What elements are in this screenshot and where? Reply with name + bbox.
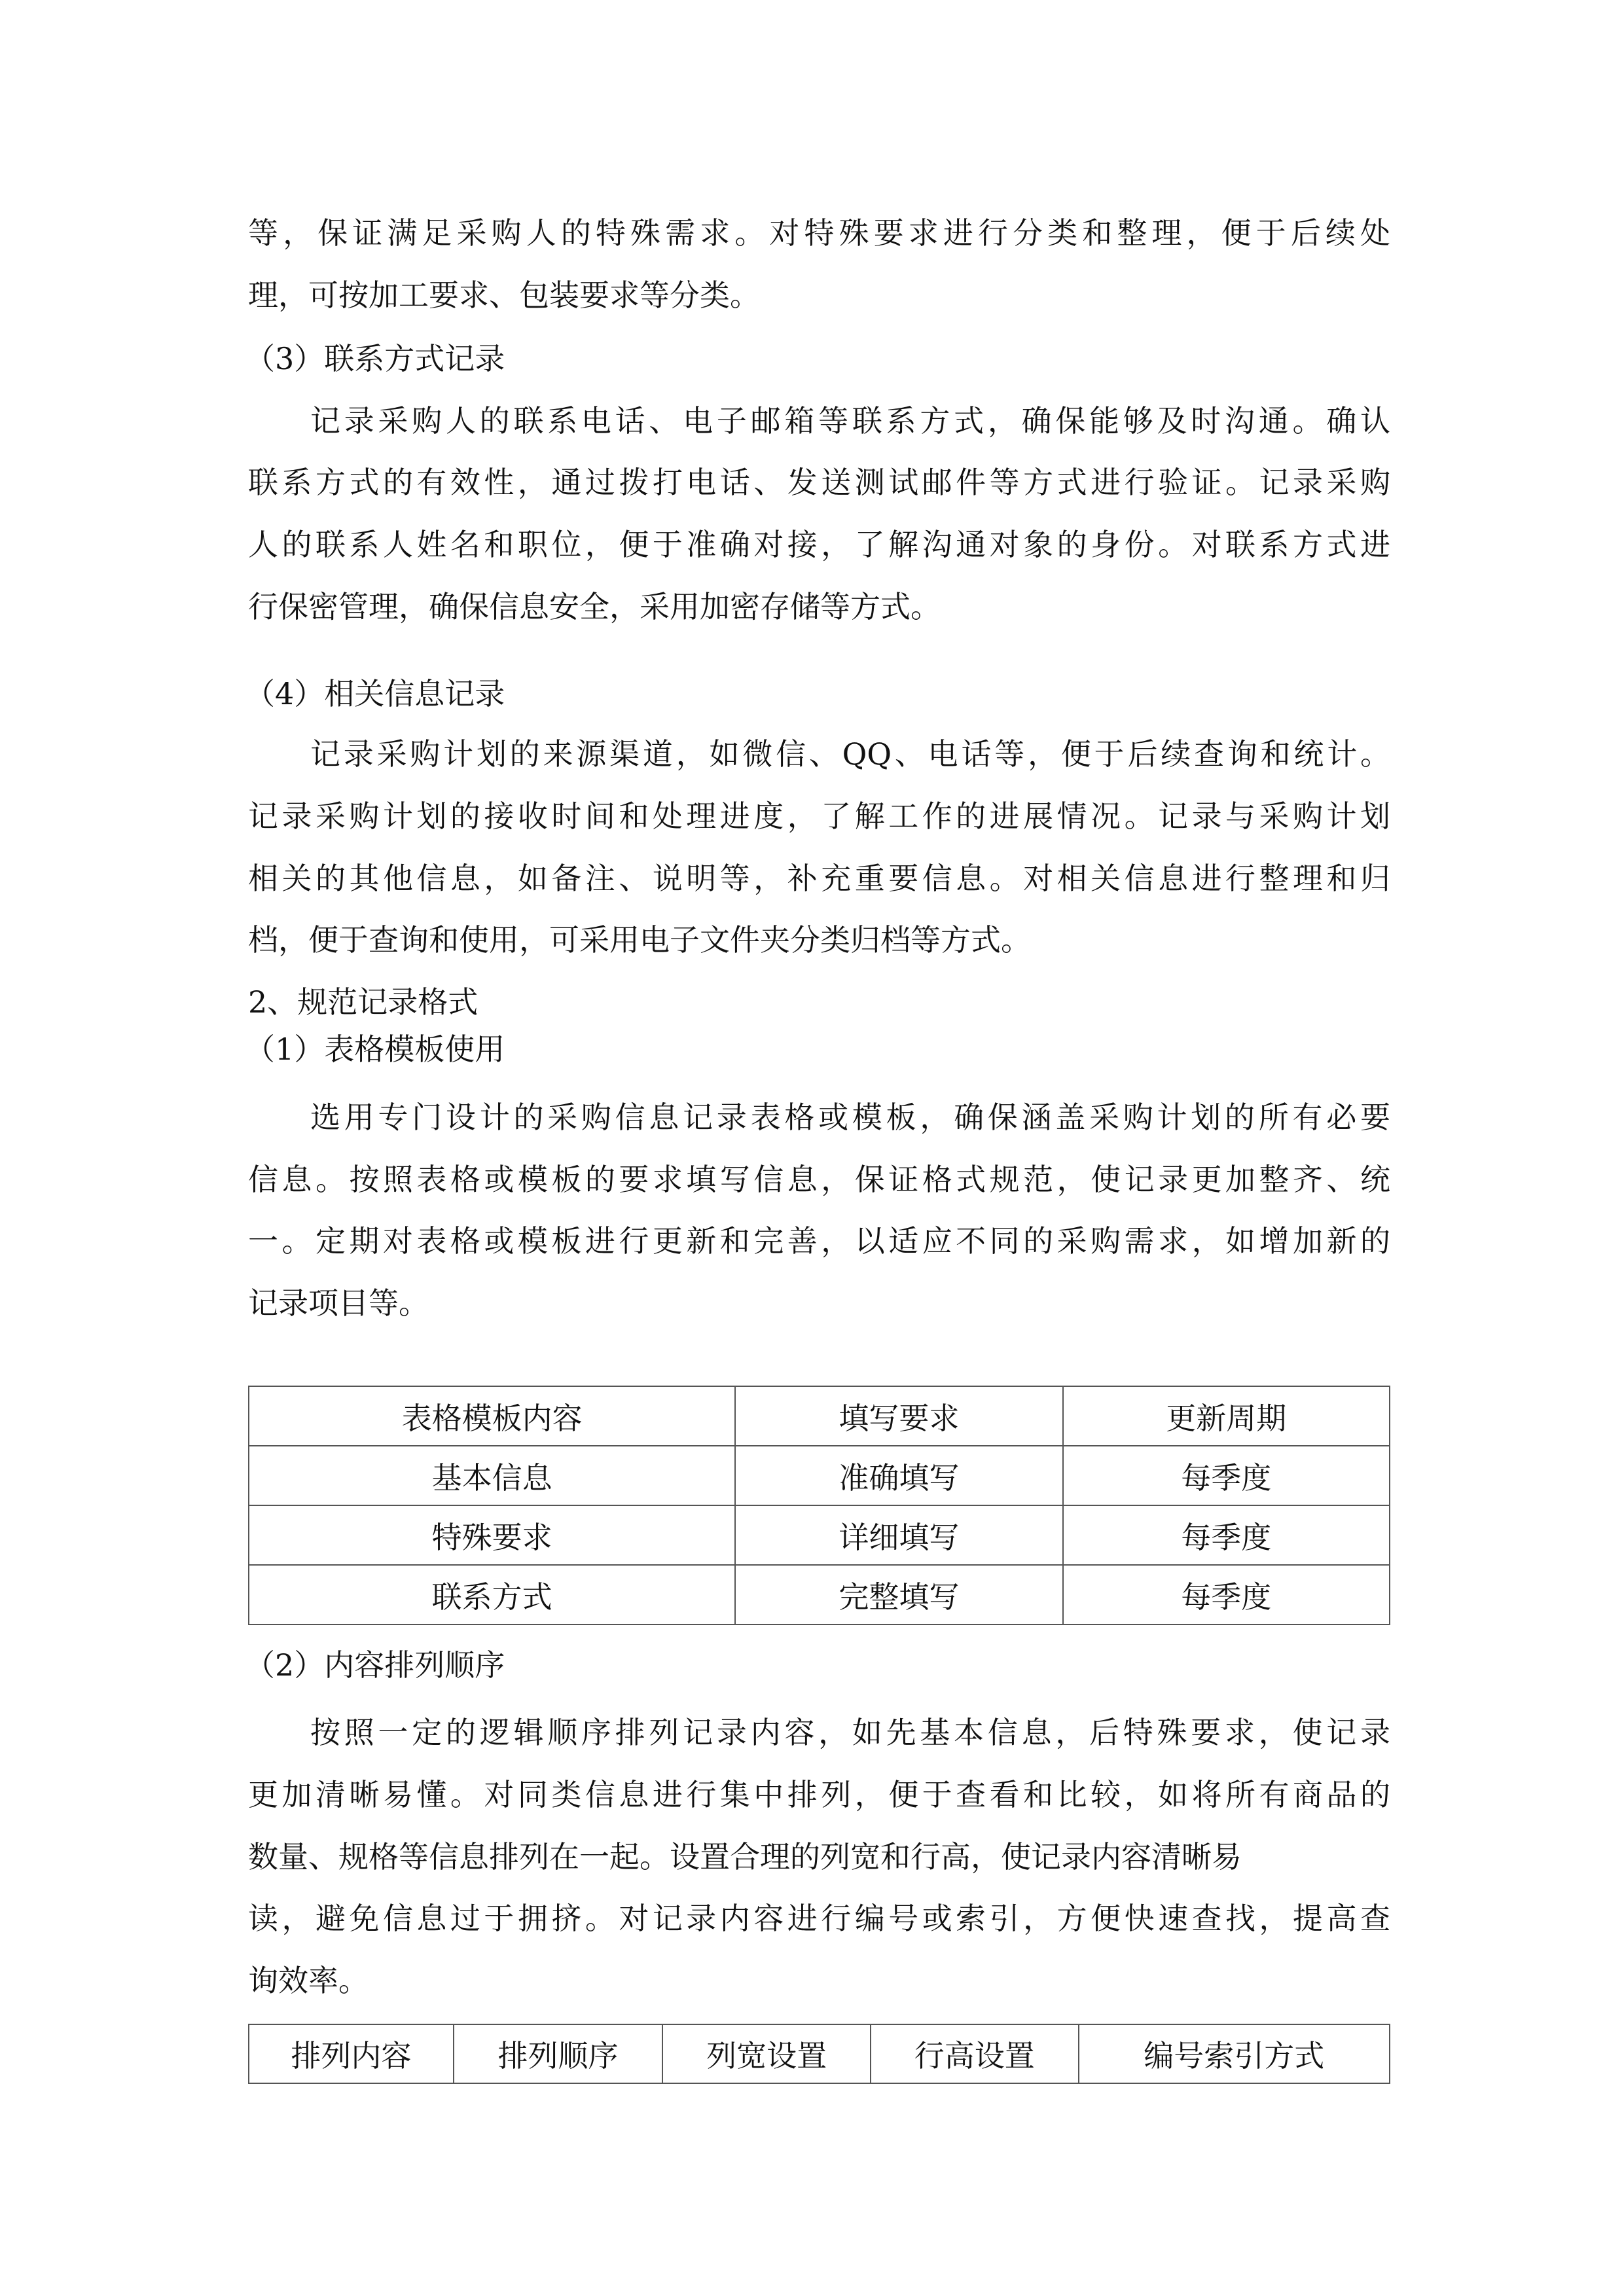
paragraph-line: 行保密管理，确保信息安全，采用加密存储等方式。 — [248, 589, 941, 624]
table-cell: 每季度 — [1063, 1505, 1390, 1565]
table-header-cell: 填写要求 — [735, 1386, 1062, 1446]
table-row — [249, 1446, 1390, 1505]
table-cell: 基本信息 — [249, 1446, 735, 1505]
table-cell: 每季度 — [1063, 1446, 1390, 1505]
paragraph-line: 按照一定的逻辑顺序排列记录内容，如先基本信息，后特殊要求，使记录 — [310, 1715, 1390, 1750]
paragraph-line: 更加清晰易懂。对同类信息进行集中排列，便于查看和比较，如将所有商品的 — [248, 1777, 1390, 1812]
paragraph-line: 一。定期对表格或模板进行更新和完善，以适应不同的采购需求，如增加新的 — [248, 1223, 1390, 1259]
table-header-row — [249, 2024, 1390, 2083]
table-header-cell: 编号索引方式 — [1079, 2024, 1390, 2083]
arrangement-table — [248, 2024, 1390, 2084]
paragraph-line: 记录项目等。 — [248, 1285, 429, 1321]
section-heading: （4）相关信息记录 — [245, 676, 505, 711]
template-table — [248, 1386, 1390, 1625]
table-cell: 每季度 — [1063, 1565, 1390, 1624]
part-heading: 2、规范记录格式 — [248, 984, 478, 1020]
paragraph-line: 数量、规格等信息排列在一起。设置合理的列宽和行高，使记录内容清晰易 — [248, 1839, 1242, 1874]
section-heading: （1）表格模板使用 — [245, 1031, 505, 1067]
table-cell: 准确填写 — [735, 1446, 1062, 1505]
table-header-row — [249, 1386, 1390, 1446]
paragraph-line: 联系方式的有效性，通过拨打电话、发送测试邮件等方式进行验证。记录采购 — [248, 465, 1390, 500]
table-row — [249, 1565, 1390, 1624]
table-header-cell: 表格模板内容 — [249, 1386, 735, 1446]
section-heading: （2）内容排列顺序 — [245, 1647, 505, 1683]
table-cell: 特殊要求 — [249, 1505, 735, 1565]
paragraph-line: 记录采购计划的来源渠道，如微信、QQ、电话等，便于后续查询和统计。 — [310, 736, 1390, 772]
table-header-cell: 排列顺序 — [454, 2024, 663, 2083]
table-header-cell: 行高设置 — [871, 2024, 1079, 2083]
paragraph-line: 记录采购计划的接收时间和处理进度，了解工作的进展情况。记录与采购计划 — [248, 798, 1390, 834]
table-cell: 联系方式 — [249, 1565, 735, 1624]
table-cell: 详细填写 — [735, 1505, 1062, 1565]
paragraph-line: 选用专门设计的采购信息记录表格或模板，确保涵盖采购计划的所有必要 — [310, 1100, 1390, 1135]
paragraph-line: 读，避免信息过于拥挤。对记录内容进行编号或索引，方便快速查找，提高查 — [248, 1901, 1390, 1936]
paragraph-line: 档，便于查询和使用，可采用电子文件夹分类归档等方式。 — [248, 922, 1031, 958]
section-heading: （3）联系方式记录 — [245, 341, 505, 376]
paragraph-line: 相关的其他信息，如备注、说明等，补充重要信息。对相关信息进行整理和归 — [248, 861, 1390, 896]
paragraph-line: 询效率。 — [248, 1963, 369, 1998]
paragraph-line: 等，保证满足采购人的特殊需求。对特殊要求进行分类和整理，便于后续处 — [248, 215, 1390, 251]
table-header-cell: 排列内容 — [249, 2024, 454, 2083]
paragraph-line: 理，可按加工要求、包装要求等分类。 — [248, 278, 760, 313]
table-header-cell: 更新周期 — [1063, 1386, 1390, 1446]
table-header-cell: 列宽设置 — [662, 2024, 871, 2083]
paragraph-line: 信息。按照表格或模板的要求填写信息，保证格式规范，使记录更加整齐、统 — [248, 1162, 1390, 1197]
paragraph-line: 记录采购人的联系电话、电子邮箱等联系方式，确保能够及时沟通。确认 — [310, 403, 1390, 439]
paragraph-line: 人的联系人姓名和职位，便于准确对接，了解沟通对象的身份。对联系方式进 — [248, 527, 1390, 562]
table-cell: 完整填写 — [735, 1565, 1062, 1624]
table-row — [249, 1505, 1390, 1565]
